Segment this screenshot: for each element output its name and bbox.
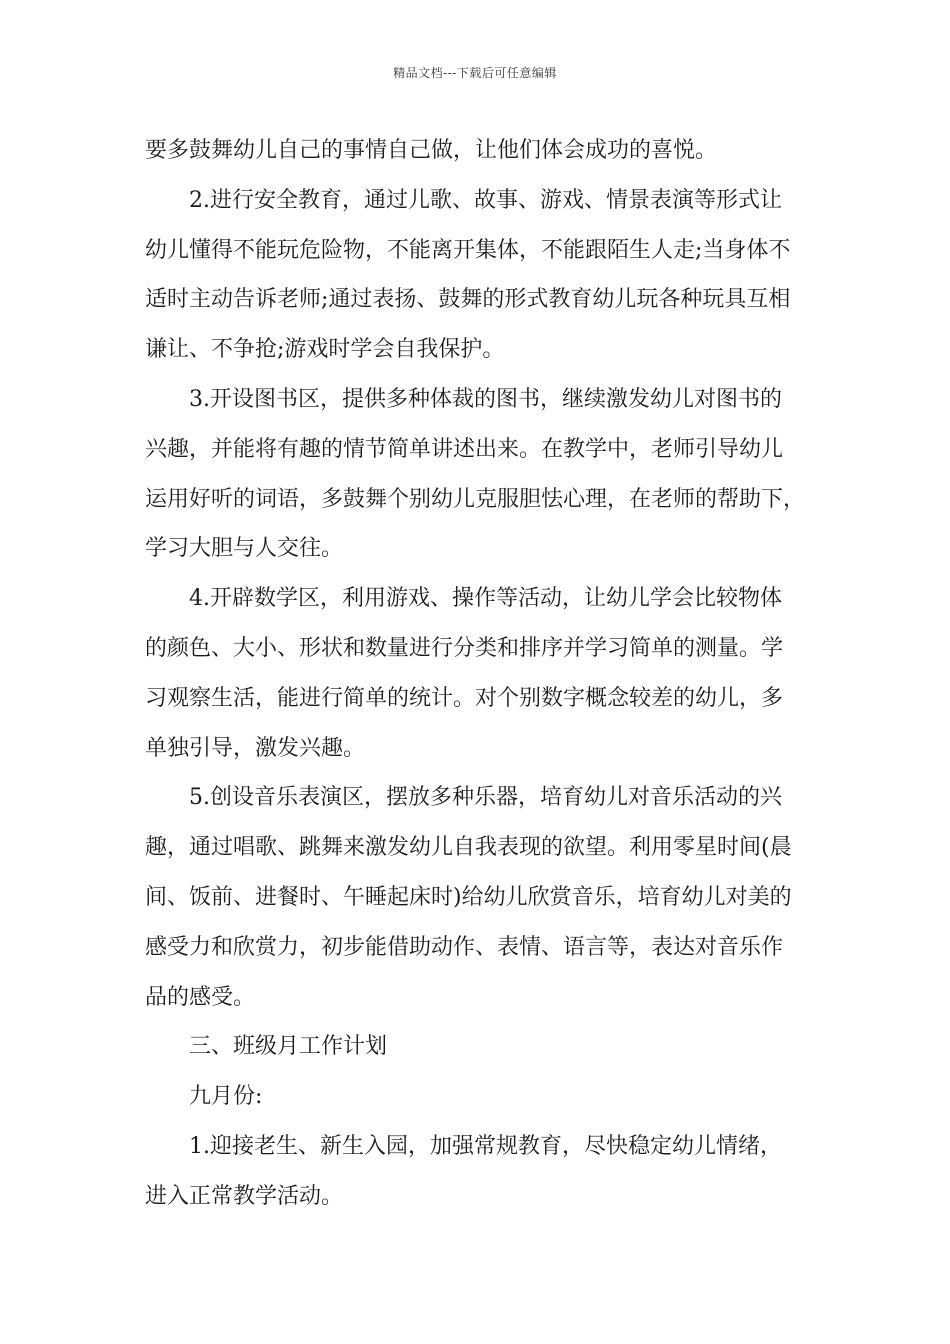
text-line: 的颜色、大小、形状和数量进行分类和排序并学习简单的测量。学 — [145, 635, 784, 661]
text-line: 要多鼓舞幼儿自己的事情自己做，让他们体会成功的喜悦。 — [145, 138, 718, 163]
text-line: 1.迎接老生、新生入园，加强常规教育，尽快稳定幼儿情绪， — [189, 1133, 782, 1159]
text-line: 运用好听的词语，多鼓舞个别幼儿克服胆怯心理，在老师的帮助下， — [145, 486, 806, 512]
text-line: 趣，通过唱歌、跳舞来激发幼儿自我表现的欲望。利用零星时间(晨 — [145, 835, 792, 861]
text-line: 谦让、不争抢;游戏时学会自我保护。 — [145, 337, 505, 363]
text-line: 学习大胆与人交往。 — [145, 536, 344, 562]
text-line: 感受力和欣赏力，初步能借助动作、表情、语言等，表达对音乐作 — [145, 934, 784, 960]
page-header: 精品文档---下载后可任意编辑 — [393, 66, 557, 80]
text-line: 单独引导，激发兴趣。 — [145, 735, 366, 761]
text-line: 兴趣，并能将有趣的情节简单讲述出来。在教学中，老师引导幼儿 — [145, 436, 784, 462]
text-line: 3.开设图书区，提供多种体裁的图书，继续激发幼儿对图书的 — [189, 386, 782, 412]
text-line: 三、班级月工作计划 — [189, 1034, 388, 1060]
text-line: 品的感受。 — [145, 984, 256, 1010]
text-line: 适时主动告诉老师;通过表扬、鼓舞的形式教育幼儿玩各种玩具互相 — [145, 287, 791, 313]
text-line: 2.进行安全教育，通过儿歌、故事、游戏、情景表演等形式让 — [189, 187, 782, 213]
text-line: 幼儿懂得不能玩危险物，不能离开集体，不能跟陌生人走;当身体不 — [145, 237, 791, 263]
text-line: 4.开辟数学区，利用游戏、操作等活动，让幼儿学会比较物体 — [189, 586, 782, 612]
body-text — [145, 126, 825, 1222]
text-line: 进入正常教学活动。 — [145, 1183, 344, 1209]
text-line: 间、饭前、进餐时、午睡起床时)给幼儿欣赏音乐，培育幼儿对美的 — [145, 884, 792, 910]
text-line: 习观察生活，能进行简单的统计。对个别数字概念较差的幼儿，多 — [145, 685, 784, 711]
text-line: 5.创设音乐表演区，摆放多种乐器，培育幼儿对音乐活动的兴 — [189, 785, 782, 811]
text-line: 九月份: — [189, 1084, 263, 1110]
